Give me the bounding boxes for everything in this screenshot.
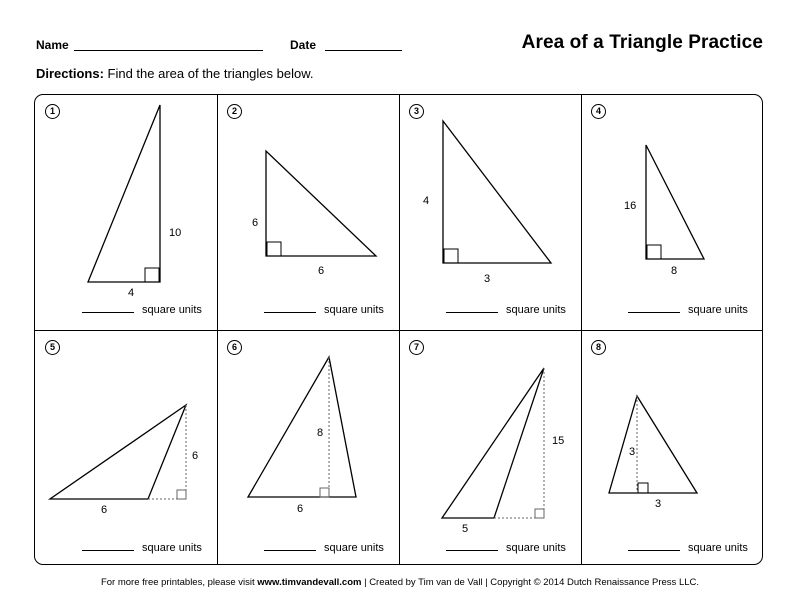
answer-unit: square units xyxy=(506,542,566,554)
answer-line[interactable] xyxy=(82,542,202,554)
problem-2 xyxy=(217,95,399,330)
problem-number-badge: 2 xyxy=(227,104,242,119)
problem-5 xyxy=(35,330,217,565)
problem-number-badge: 1 xyxy=(45,104,60,119)
answer-unit: square units xyxy=(688,542,748,554)
footer-prefix: For more free printables, please visit xyxy=(100,577,258,588)
date-field-line[interactable] xyxy=(325,50,402,51)
answer-unit: square units xyxy=(506,304,566,316)
problem-grid xyxy=(34,94,763,565)
base-label: 8 xyxy=(671,265,678,277)
height-label: 6 xyxy=(192,450,199,462)
problem-3 xyxy=(399,95,581,330)
height-label: 15 xyxy=(552,435,565,447)
answer-blank[interactable] xyxy=(264,550,316,551)
triangle-figure-3 xyxy=(399,95,581,330)
answer-line[interactable] xyxy=(628,542,748,554)
answer-blank[interactable] xyxy=(446,550,498,551)
base-label: 4 xyxy=(128,287,135,299)
answer-unit: square units xyxy=(688,304,748,316)
problem-number-badge: 6 xyxy=(227,340,242,355)
problem-1 xyxy=(35,95,217,330)
triangle-figure-1 xyxy=(35,95,217,330)
answer-unit: square units xyxy=(142,542,202,554)
answer-line[interactable] xyxy=(264,304,384,316)
footer xyxy=(0,577,800,588)
answer-line[interactable] xyxy=(446,542,566,554)
name-label: Name xyxy=(36,38,69,52)
height-label: 16 xyxy=(624,200,637,212)
base-label: 6 xyxy=(297,503,304,515)
date-label: Date xyxy=(290,38,317,52)
answer-blank[interactable] xyxy=(82,550,134,551)
triangle-figure-8 xyxy=(581,330,763,565)
answer-unit: square units xyxy=(324,542,384,554)
triangle-figure-5 xyxy=(35,330,217,565)
answer-line[interactable] xyxy=(628,304,748,316)
height-label: 8 xyxy=(317,427,324,439)
answer-line[interactable] xyxy=(446,304,566,316)
answer-blank[interactable] xyxy=(264,312,316,313)
base-label: 3 xyxy=(655,498,662,510)
page-title: Area of a Triangle Practice xyxy=(521,32,763,53)
base-label: 3 xyxy=(484,273,491,285)
problem-number-badge: 3 xyxy=(409,104,424,119)
height-label: 6 xyxy=(252,217,259,229)
height-label: 3 xyxy=(629,446,636,458)
answer-line[interactable] xyxy=(82,304,202,316)
problem-8 xyxy=(581,330,763,565)
height-label: 4 xyxy=(423,195,430,207)
height-label: 10 xyxy=(169,227,182,239)
problem-number-badge: 5 xyxy=(45,340,60,355)
triangle-figure-4 xyxy=(581,95,763,330)
footer-credits: | Created by Tim van de Vall | Copyright © 2014 Dutch Renaissance Press LLC. xyxy=(361,577,700,588)
problem-7 xyxy=(399,330,581,565)
directions xyxy=(36,66,314,81)
problem-number-badge: 4 xyxy=(591,104,606,119)
triangle-figure-7 xyxy=(399,330,581,565)
answer-blank[interactable] xyxy=(446,312,498,313)
base-label: 6 xyxy=(101,504,108,516)
footer-site-link[interactable]: www.timvandevall.com xyxy=(257,577,362,588)
answer-line[interactable] xyxy=(264,542,384,554)
problem-number-badge: 7 xyxy=(409,340,424,355)
triangle-figure-6 xyxy=(217,330,399,565)
name-field-line[interactable] xyxy=(74,50,263,51)
answer-unit: square units xyxy=(142,304,202,316)
answer-blank[interactable] xyxy=(82,312,134,313)
answer-blank[interactable] xyxy=(628,312,680,313)
problem-4 xyxy=(581,95,763,330)
directions-text: Find the area of the triangles below. xyxy=(107,66,314,81)
triangle-figure-2 xyxy=(217,95,399,330)
problem-6 xyxy=(217,330,399,565)
directions-label: Directions: xyxy=(36,66,104,81)
problem-number-badge: 8 xyxy=(591,340,606,355)
base-label: 6 xyxy=(318,265,325,277)
answer-unit: square units xyxy=(324,304,384,316)
base-label: 5 xyxy=(462,523,469,535)
answer-blank[interactable] xyxy=(628,550,680,551)
